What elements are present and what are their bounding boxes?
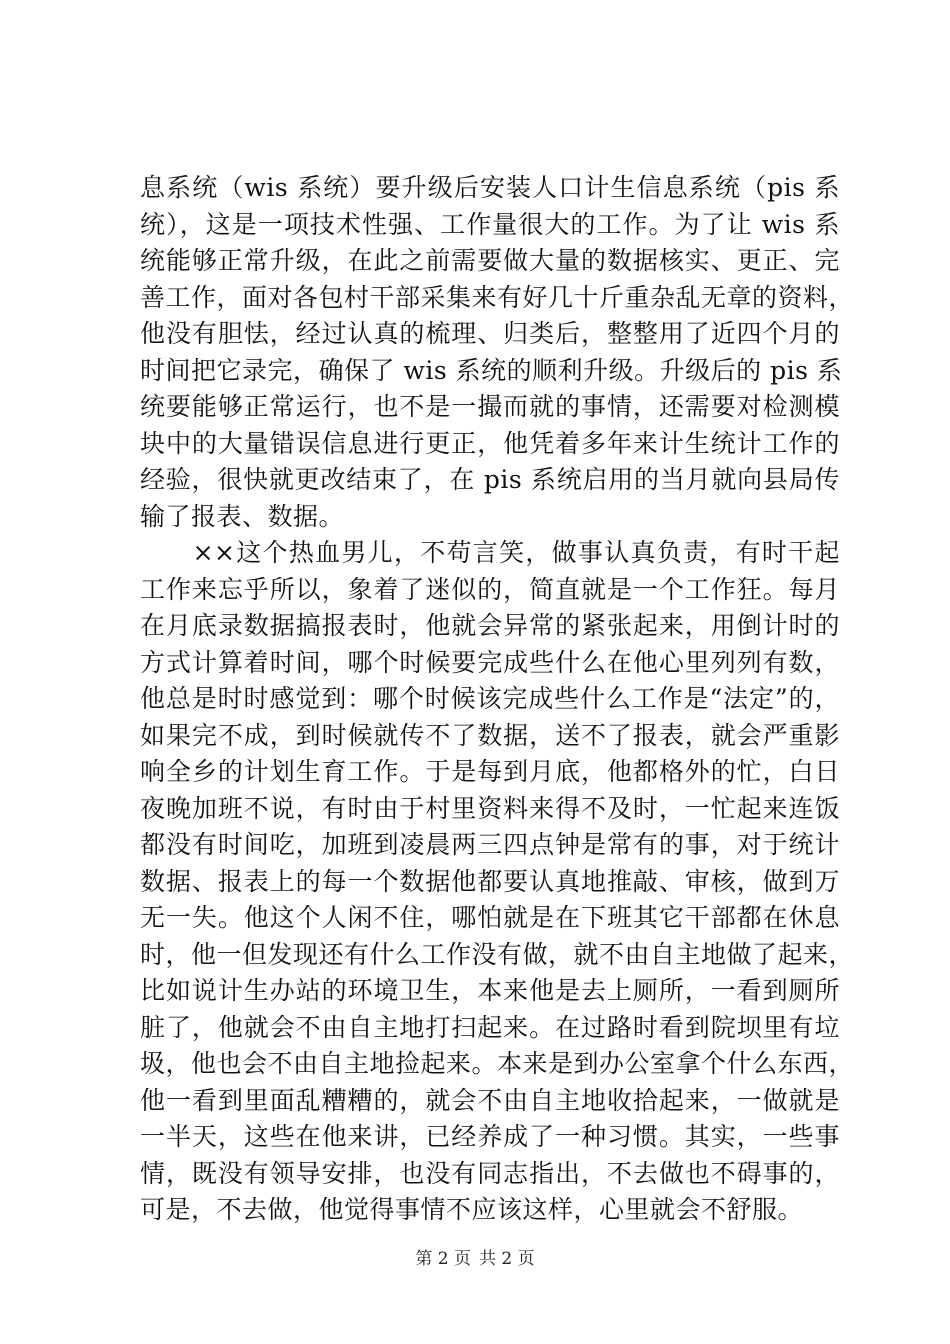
text-line: 块中的大量错误信息进行更正，他凭着多年来计生统计工作的 bbox=[140, 428, 840, 458]
text-line: 如果完不成，到时候就传不了数据，送不了报表，就会严重影 bbox=[140, 720, 840, 750]
page-total: 共 2 页 bbox=[479, 1249, 535, 1269]
text-line: 情，既没有领导安排，也没有同志指出，不去做也不碍事的， bbox=[140, 1158, 840, 1188]
text-line: 息系统（wis 系统）要升级后安装人口计生信息系统（pis 系 bbox=[140, 173, 840, 202]
text-line: 脏了，他就会不由自主地打扫起来。在过路时看到院坝里有垃 bbox=[140, 1012, 840, 1042]
text-line: 他总是时时感觉到：哪个时候该完成些什么工作是“法定”的， bbox=[140, 684, 840, 713]
text-line: 输了报表、数据。 bbox=[140, 501, 345, 531]
text-line: 时间把它录完，确保了 wis 系统的顺利升级。升级后的 pis 系 bbox=[140, 355, 843, 385]
text-line: 比如说计生办站的环境卫生，本来他是去上厕所，一看到厕所 bbox=[140, 976, 840, 1005]
text-line: 无一失。他这个人闲不住，哪怕就是在下班其它干部都在休息 bbox=[140, 903, 840, 932]
document-body bbox=[140, 170, 855, 1229]
text-line: 响全乡的计划生育工作。于是每到月底，他都格外的忙，白日 bbox=[140, 757, 840, 786]
text-line: 他一看到里面乱糟糟的，就会不由自主地收拾起来，一做就是 bbox=[140, 1085, 840, 1115]
text-line: 经验，很快就更改结束了，在 pis 系统启用的当月就向县局传 bbox=[140, 465, 840, 494]
text-line: 统要能够正常运行，也不是一撮而就的事情，还需要对检测模 bbox=[140, 392, 840, 421]
text-line: 圾，他也会不由自主地捡起来。本来是到办公室拿个什么东西， bbox=[140, 1049, 855, 1078]
text-line: 工作来忘乎所以，象着了迷似的，简直就是一个工作狂。每月 bbox=[140, 574, 840, 604]
text-line: 可是，不去做，他觉得事情不应该这样，心里就会不舒服。 bbox=[140, 1195, 804, 1224]
text-line: 在月底录数据搞报表时，他就会异常的紧张起来，用倒计时的 bbox=[140, 611, 840, 640]
text-line: 方式计算着时间，哪个时候要完成些什么在他心里列列有数， bbox=[140, 647, 840, 677]
page-footer bbox=[0, 1244, 950, 1269]
text-line: 善工作，面对各包村干部采集来有好几十斤重杂乱无章的资料， bbox=[140, 282, 855, 312]
page-number: 第 2 页 bbox=[415, 1249, 471, 1269]
paragraph-1 bbox=[140, 170, 855, 535]
text-line: 夜晚加班不说，有时由于村里资料来得不及时，一忙起来连饭 bbox=[140, 793, 840, 823]
text-line: 都没有时间吃，加班到凌晨两三四点钟是常有的事，对于统计 bbox=[140, 830, 840, 859]
text-line: 统），这是一项技术性强、工作量很大的工作。为了让 wis 系 bbox=[140, 209, 840, 239]
text-line: 他没有胆怯，经过认真的梳理、归类后，整整用了近四个月的 bbox=[140, 319, 840, 348]
paragraph-2 bbox=[140, 535, 855, 1229]
text-line: ××这个热血男儿，不苟言笑，做事认真负责，有时干起 bbox=[140, 538, 840, 567]
text-line: 一半天，这些在他来讲，已经养成了一种习惯。其实，一些事 bbox=[140, 1122, 840, 1151]
text-line: 数据、报表上的每一个数据他都要认真地推敲、审核，做到万 bbox=[140, 866, 840, 896]
text-line: 时，他一但发现还有什么工作没有做，就不由自主地做了起来， bbox=[140, 939, 855, 969]
text-line: 统能够正常升级，在此之前需要做大量的数据核实、更正、完 bbox=[140, 246, 840, 275]
